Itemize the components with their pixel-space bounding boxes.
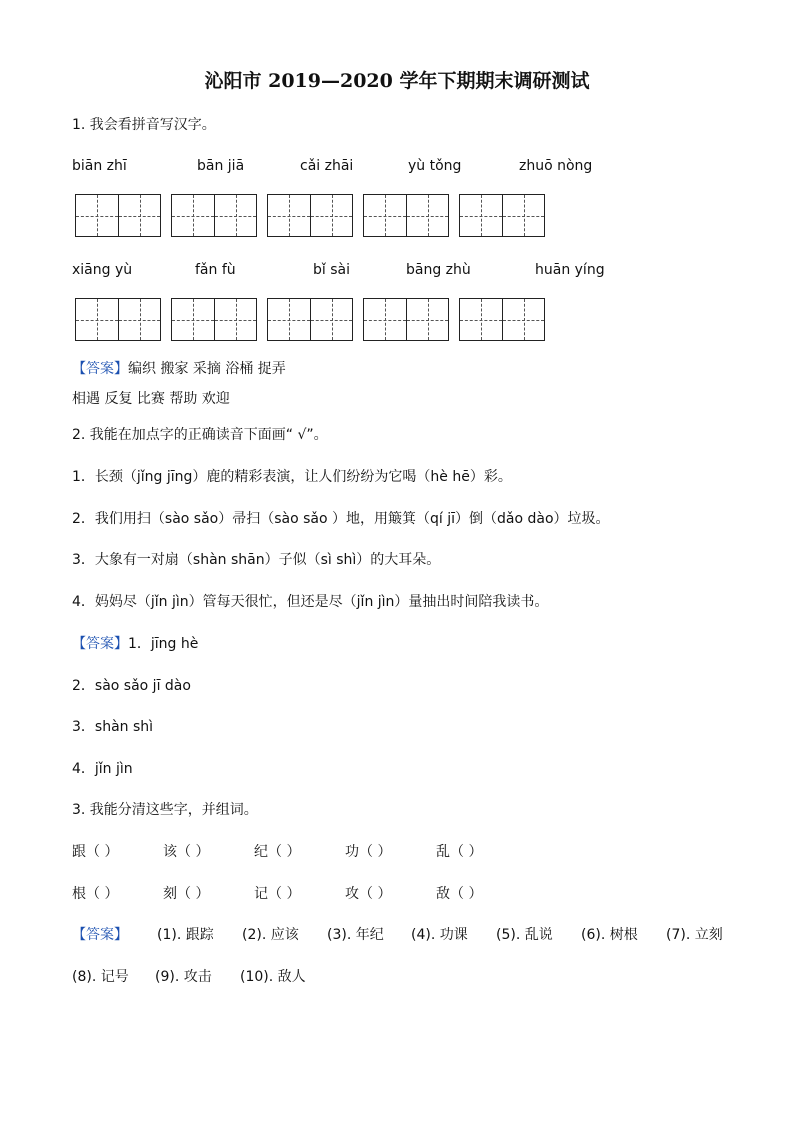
q3-blank[interactable]: 敌（ ） xyxy=(436,886,483,902)
q3-answer-item: (6). 树根 xyxy=(581,927,638,943)
writing-grid[interactable] xyxy=(459,298,545,341)
q3-blank[interactable]: 刻（ ） xyxy=(163,886,210,902)
writing-grid[interactable] xyxy=(171,194,257,237)
writing-grid[interactable] xyxy=(459,194,545,237)
q3-answer-item: (7). 立刻 xyxy=(666,927,723,943)
q3-blank[interactable]: 记（ ） xyxy=(254,886,301,902)
q3-blank[interactable]: 乱（ ） xyxy=(436,844,483,860)
answer-tag: 【答案】 xyxy=(72,361,128,377)
pinyin-label: yù tǒng xyxy=(408,158,462,174)
pinyin-label: bān jiā xyxy=(197,158,245,174)
writing-grid[interactable] xyxy=(267,194,353,237)
page-title: 沁阳市 2019—2020 学年下期期末调研测试 xyxy=(204,70,590,92)
q3-answer-item: (2). 应该 xyxy=(242,927,299,943)
q2-item: 4．妈妈尽（jǐn jìn）管每天很忙，但还是尽（jǐn jìn）量抽出时间陪我读书。 xyxy=(72,594,549,610)
q2-item: 2．我们用扫（sào sǎo）帚扫（sào sǎo ）地，用簸箕（qí jī）倒（dǎo dào）垃圾。 xyxy=(72,511,610,527)
q1-answer-line2: 相遇 反复 比赛 帮助 欢迎 xyxy=(72,391,230,407)
q3-blank[interactable]: 纪（ ） xyxy=(254,844,301,860)
pinyin-label: fǎn fù xyxy=(195,262,236,278)
answer-text: 1．jīng hè xyxy=(128,636,199,652)
q3-heading: 3. 我能分清这些字，并组词。 xyxy=(72,802,258,818)
q3-blank[interactable]: 跟（ ） xyxy=(72,844,119,860)
answer-text: 编织 搬家 采摘 浴桶 捉弄 xyxy=(128,361,286,377)
writing-grid[interactable] xyxy=(75,194,161,237)
q3-answer-item: (5). 乱说 xyxy=(496,927,553,943)
writing-grid[interactable] xyxy=(267,298,353,341)
q2-answer-line: 4．jǐn jìn xyxy=(72,761,133,777)
pinyin-label: zhuō nòng xyxy=(519,158,593,174)
pinyin-label: huān yíng xyxy=(535,262,605,278)
q3-blank[interactable]: 根（ ） xyxy=(72,886,119,902)
writing-grid[interactable] xyxy=(363,194,449,237)
q1-answer xyxy=(72,362,286,376)
q2-answer-line: 2．sào sǎo jī dào xyxy=(72,678,191,694)
pinyin-label: bāng zhù xyxy=(406,262,471,278)
pinyin-label: bǐ sài xyxy=(313,262,350,278)
q3-blank[interactable]: 该（ ） xyxy=(163,844,210,860)
q2-item: 3．大象有一对扇（shàn shān）子似（sì shì）的大耳朵。 xyxy=(72,552,441,568)
q3-answer-item: (4). 功课 xyxy=(411,927,468,943)
q3-answer-item: (10). 敌人 xyxy=(240,969,306,985)
q2-item: 1．长颈（jǐng jīng）鹿的精彩表演，让人们纷纷为它喝（hè hē）彩。 xyxy=(72,469,512,485)
q3-answer-item: (9). 攻击 xyxy=(155,969,212,985)
pinyin-label: cǎi zhāi xyxy=(300,158,354,174)
answer-tag: 【答案】 xyxy=(72,636,128,652)
q3-blank[interactable]: 攻（ ） xyxy=(345,886,392,902)
pinyin-label: biān zhī xyxy=(72,158,127,174)
q2-answer xyxy=(72,637,198,651)
answer-tag: 【答案】 xyxy=(72,927,128,943)
q2-heading: 2. 我能在加点字的正确读音下面画“ √”。 xyxy=(72,427,328,443)
writing-grid[interactable] xyxy=(363,298,449,341)
q2-answer-line: 3．shàn shì xyxy=(72,719,154,735)
writing-grid[interactable] xyxy=(75,298,161,341)
q1-heading: 1. 我会看拼音写汉字。 xyxy=(72,117,216,133)
q3-answer-item: (1). 跟踪 xyxy=(157,927,214,943)
writing-grid[interactable] xyxy=(171,298,257,341)
q3-answer-item: (3). 年纪 xyxy=(327,927,384,943)
q3-answer-item: (8). 记号 xyxy=(72,969,129,985)
pinyin-label: xiāng yù xyxy=(72,262,133,278)
q3-blank[interactable]: 功（ ） xyxy=(345,844,392,860)
